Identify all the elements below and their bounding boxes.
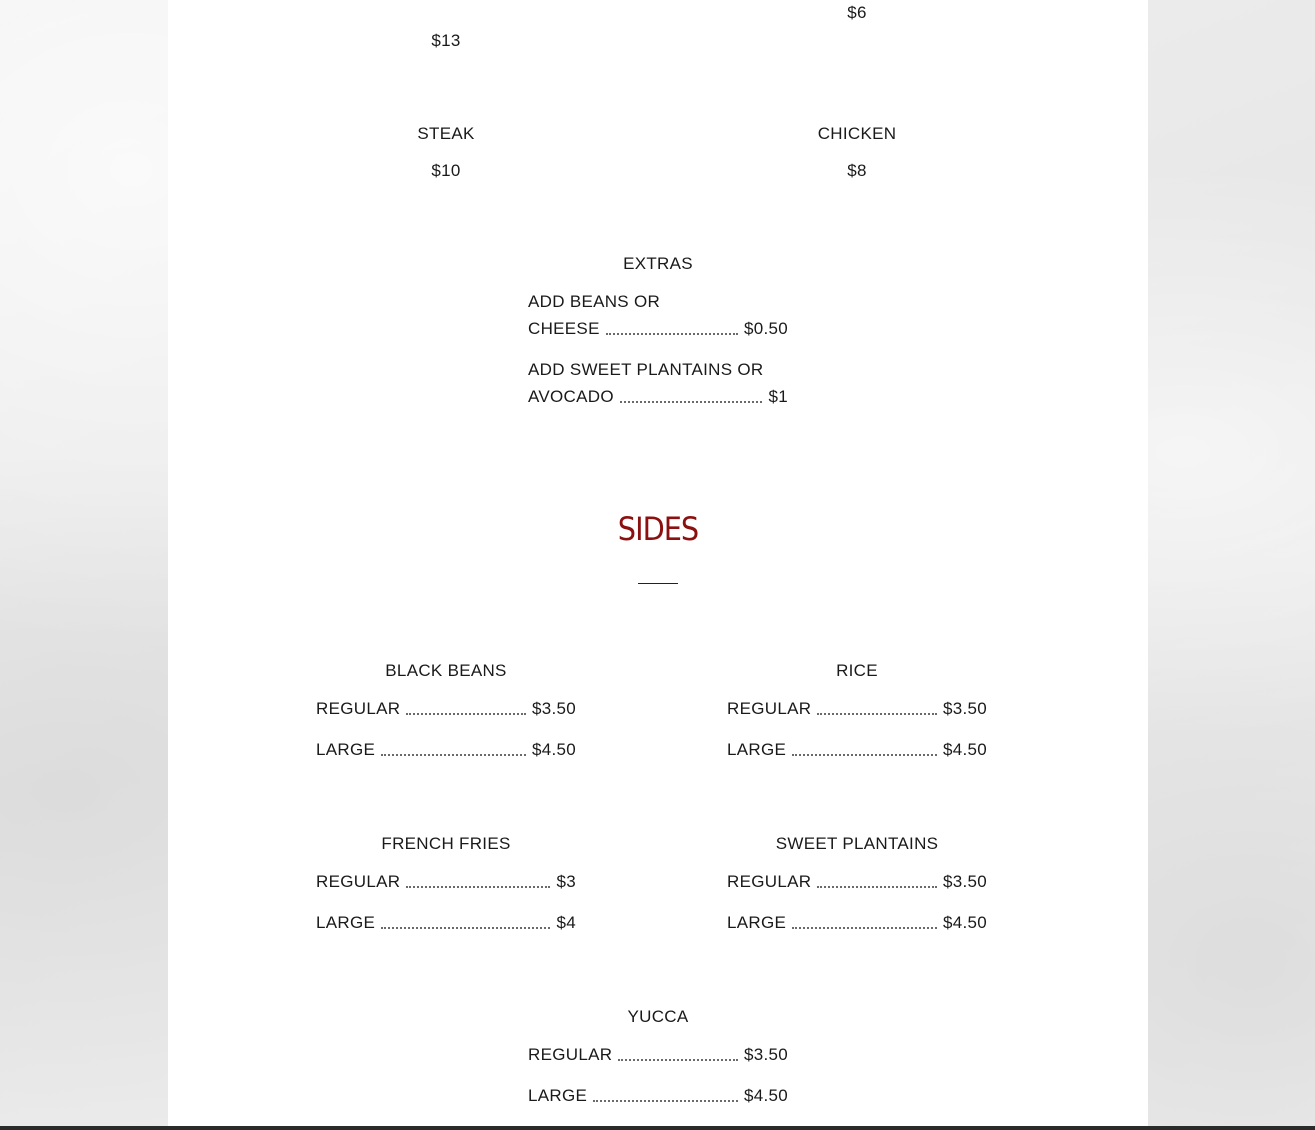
side-item-name: YUCCA: [627, 1007, 689, 1026]
dot-leader: [381, 753, 526, 756]
side-size-row: [528, 1086, 788, 1106]
dot-leader: [792, 926, 937, 929]
size-label: REGULAR: [727, 872, 812, 891]
side-size-row: [727, 699, 987, 719]
side-size-row: [727, 913, 987, 933]
side-size-row: [316, 740, 576, 760]
size-price: $4.50: [531, 740, 576, 759]
extra-item-line2: CHEESE: [528, 319, 600, 338]
side-size-row: [316, 913, 576, 933]
top-item-left-price: $13: [431, 31, 461, 50]
dot-leader: [792, 753, 937, 756]
dot-leader: [381, 926, 550, 929]
size-price: $3: [556, 872, 576, 891]
extras-heading: EXTRAS: [623, 254, 693, 273]
side-item-name: RICE: [836, 661, 878, 680]
side-size-row: [316, 872, 576, 892]
dot-leader: [406, 885, 550, 888]
dot-leader: [606, 332, 738, 335]
size-label: REGULAR: [316, 699, 401, 718]
extra-item: [528, 288, 788, 342]
size-price: $3.50: [531, 699, 576, 718]
size-label: LARGE: [727, 740, 787, 759]
menu-item-name: STEAK: [417, 124, 475, 143]
size-label: REGULAR: [528, 1045, 613, 1064]
extra-item-price: $0.50: [743, 319, 788, 338]
menu-item-price: $8: [847, 161, 867, 180]
menu-panel: [168, 0, 1148, 1126]
dot-leader: [620, 400, 763, 403]
size-price: $4.50: [942, 913, 987, 932]
menu-item-price: $10: [431, 161, 461, 180]
size-price: $3.50: [743, 1045, 788, 1064]
size-label: REGULAR: [316, 872, 401, 891]
side-size-row: [727, 872, 987, 892]
side-item-name: SWEET PLANTAINS: [775, 834, 939, 853]
dot-leader: [406, 712, 526, 715]
size-price: $4.50: [942, 740, 987, 759]
size-label: LARGE: [528, 1086, 588, 1105]
side-size-row: [316, 699, 576, 719]
extra-item-price: $1: [768, 387, 788, 406]
extra-item: [528, 356, 788, 410]
section-divider: [638, 583, 678, 584]
dot-leader: [618, 1058, 738, 1061]
size-price: $4: [556, 913, 576, 932]
side-item-name: FRENCH FRIES: [381, 834, 511, 853]
menu-item-name: CHICKEN: [817, 124, 897, 143]
top-item-right-price: $6: [847, 3, 867, 22]
size-label: LARGE: [727, 913, 787, 932]
dot-leader: [593, 1099, 738, 1102]
size-label: LARGE: [316, 913, 376, 932]
size-label: LARGE: [316, 740, 376, 759]
bottom-border: [0, 1126, 1315, 1130]
size-price: $3.50: [942, 699, 987, 718]
side-size-row: [727, 740, 987, 760]
size-price: $3.50: [942, 872, 987, 891]
extra-item-line2: AVOCADO: [528, 387, 614, 406]
extra-item-line1: ADD BEANS OR: [528, 292, 661, 311]
side-item-name: BLACK BEANS: [385, 661, 507, 680]
dot-leader: [817, 885, 937, 888]
extra-item-line1: ADD SWEET PLANTAINS OR: [528, 360, 764, 379]
size-label: REGULAR: [727, 699, 812, 718]
size-price: $4.50: [743, 1086, 788, 1105]
section-title-sides: SIDES: [617, 510, 699, 548]
side-size-row: [528, 1045, 788, 1065]
dot-leader: [817, 712, 937, 715]
